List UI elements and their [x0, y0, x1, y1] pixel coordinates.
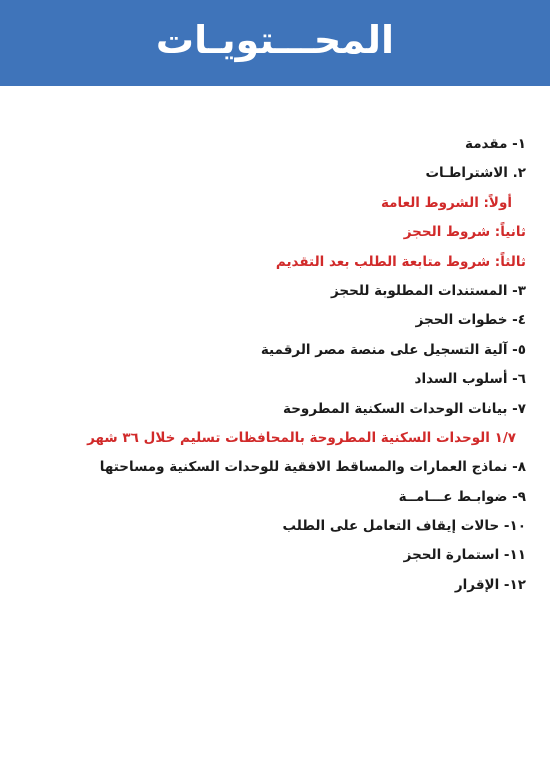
toc-item-requirements[interactable]: ٢. الاشتراطـات: [425, 165, 526, 182]
table-of-contents: [26, 130, 526, 600]
toc-item-booking-form[interactable]: ١١- استمارة الحجز: [403, 547, 526, 564]
page-title: المحـــتويـات: [155, 18, 395, 62]
toc-item-housing-units-data[interactable]: ٧- بيانات الوحدات السكنية المطروحة: [283, 400, 526, 417]
toc-item-declaration[interactable]: ١٢- الإقرار: [454, 576, 526, 593]
toc-subitem-booking-conditions[interactable]: ثانياً: شروط الحجز: [403, 224, 526, 241]
toc-item-registration-mechanism[interactable]: ٥- آلية التسجيل على منصة مصر الرقمية: [260, 341, 526, 358]
toc-item-booking-steps[interactable]: ٤- خطوات الحجز: [415, 312, 526, 329]
toc-subitem-general-conditions[interactable]: أولاً: الشروط العامة: [380, 194, 512, 211]
toc-item-building-models[interactable]: ٨- نماذج العمارات والمساقط الافقية للوحدات السكنية ومساحتها: [99, 459, 526, 476]
toc-item-general-rules[interactable]: ٩- ضوابـط عـــامــة: [398, 488, 526, 505]
toc-item-payment-method[interactable]: ٦- أسلوب السداد: [414, 371, 526, 388]
page-header: [0, 0, 550, 86]
toc-item-required-documents[interactable]: ٣- المستندات المطلوبة للحجز: [330, 282, 526, 299]
toc-subitem-units-by-governorate[interactable]: ١/٧ الوحدات السكنية المطروحة بالمحافظات تسليم خلال ٣٦ شهر: [87, 429, 516, 446]
toc-subitem-followup-conditions[interactable]: ثالثاً: شروط متابعة الطلب بعد التقديم: [275, 253, 526, 270]
toc-item-introduction[interactable]: ١- مقدمة: [465, 136, 526, 152]
toc-item-suspension-cases[interactable]: ١٠- حالات إيقاف التعامل على الطلب: [282, 518, 526, 535]
